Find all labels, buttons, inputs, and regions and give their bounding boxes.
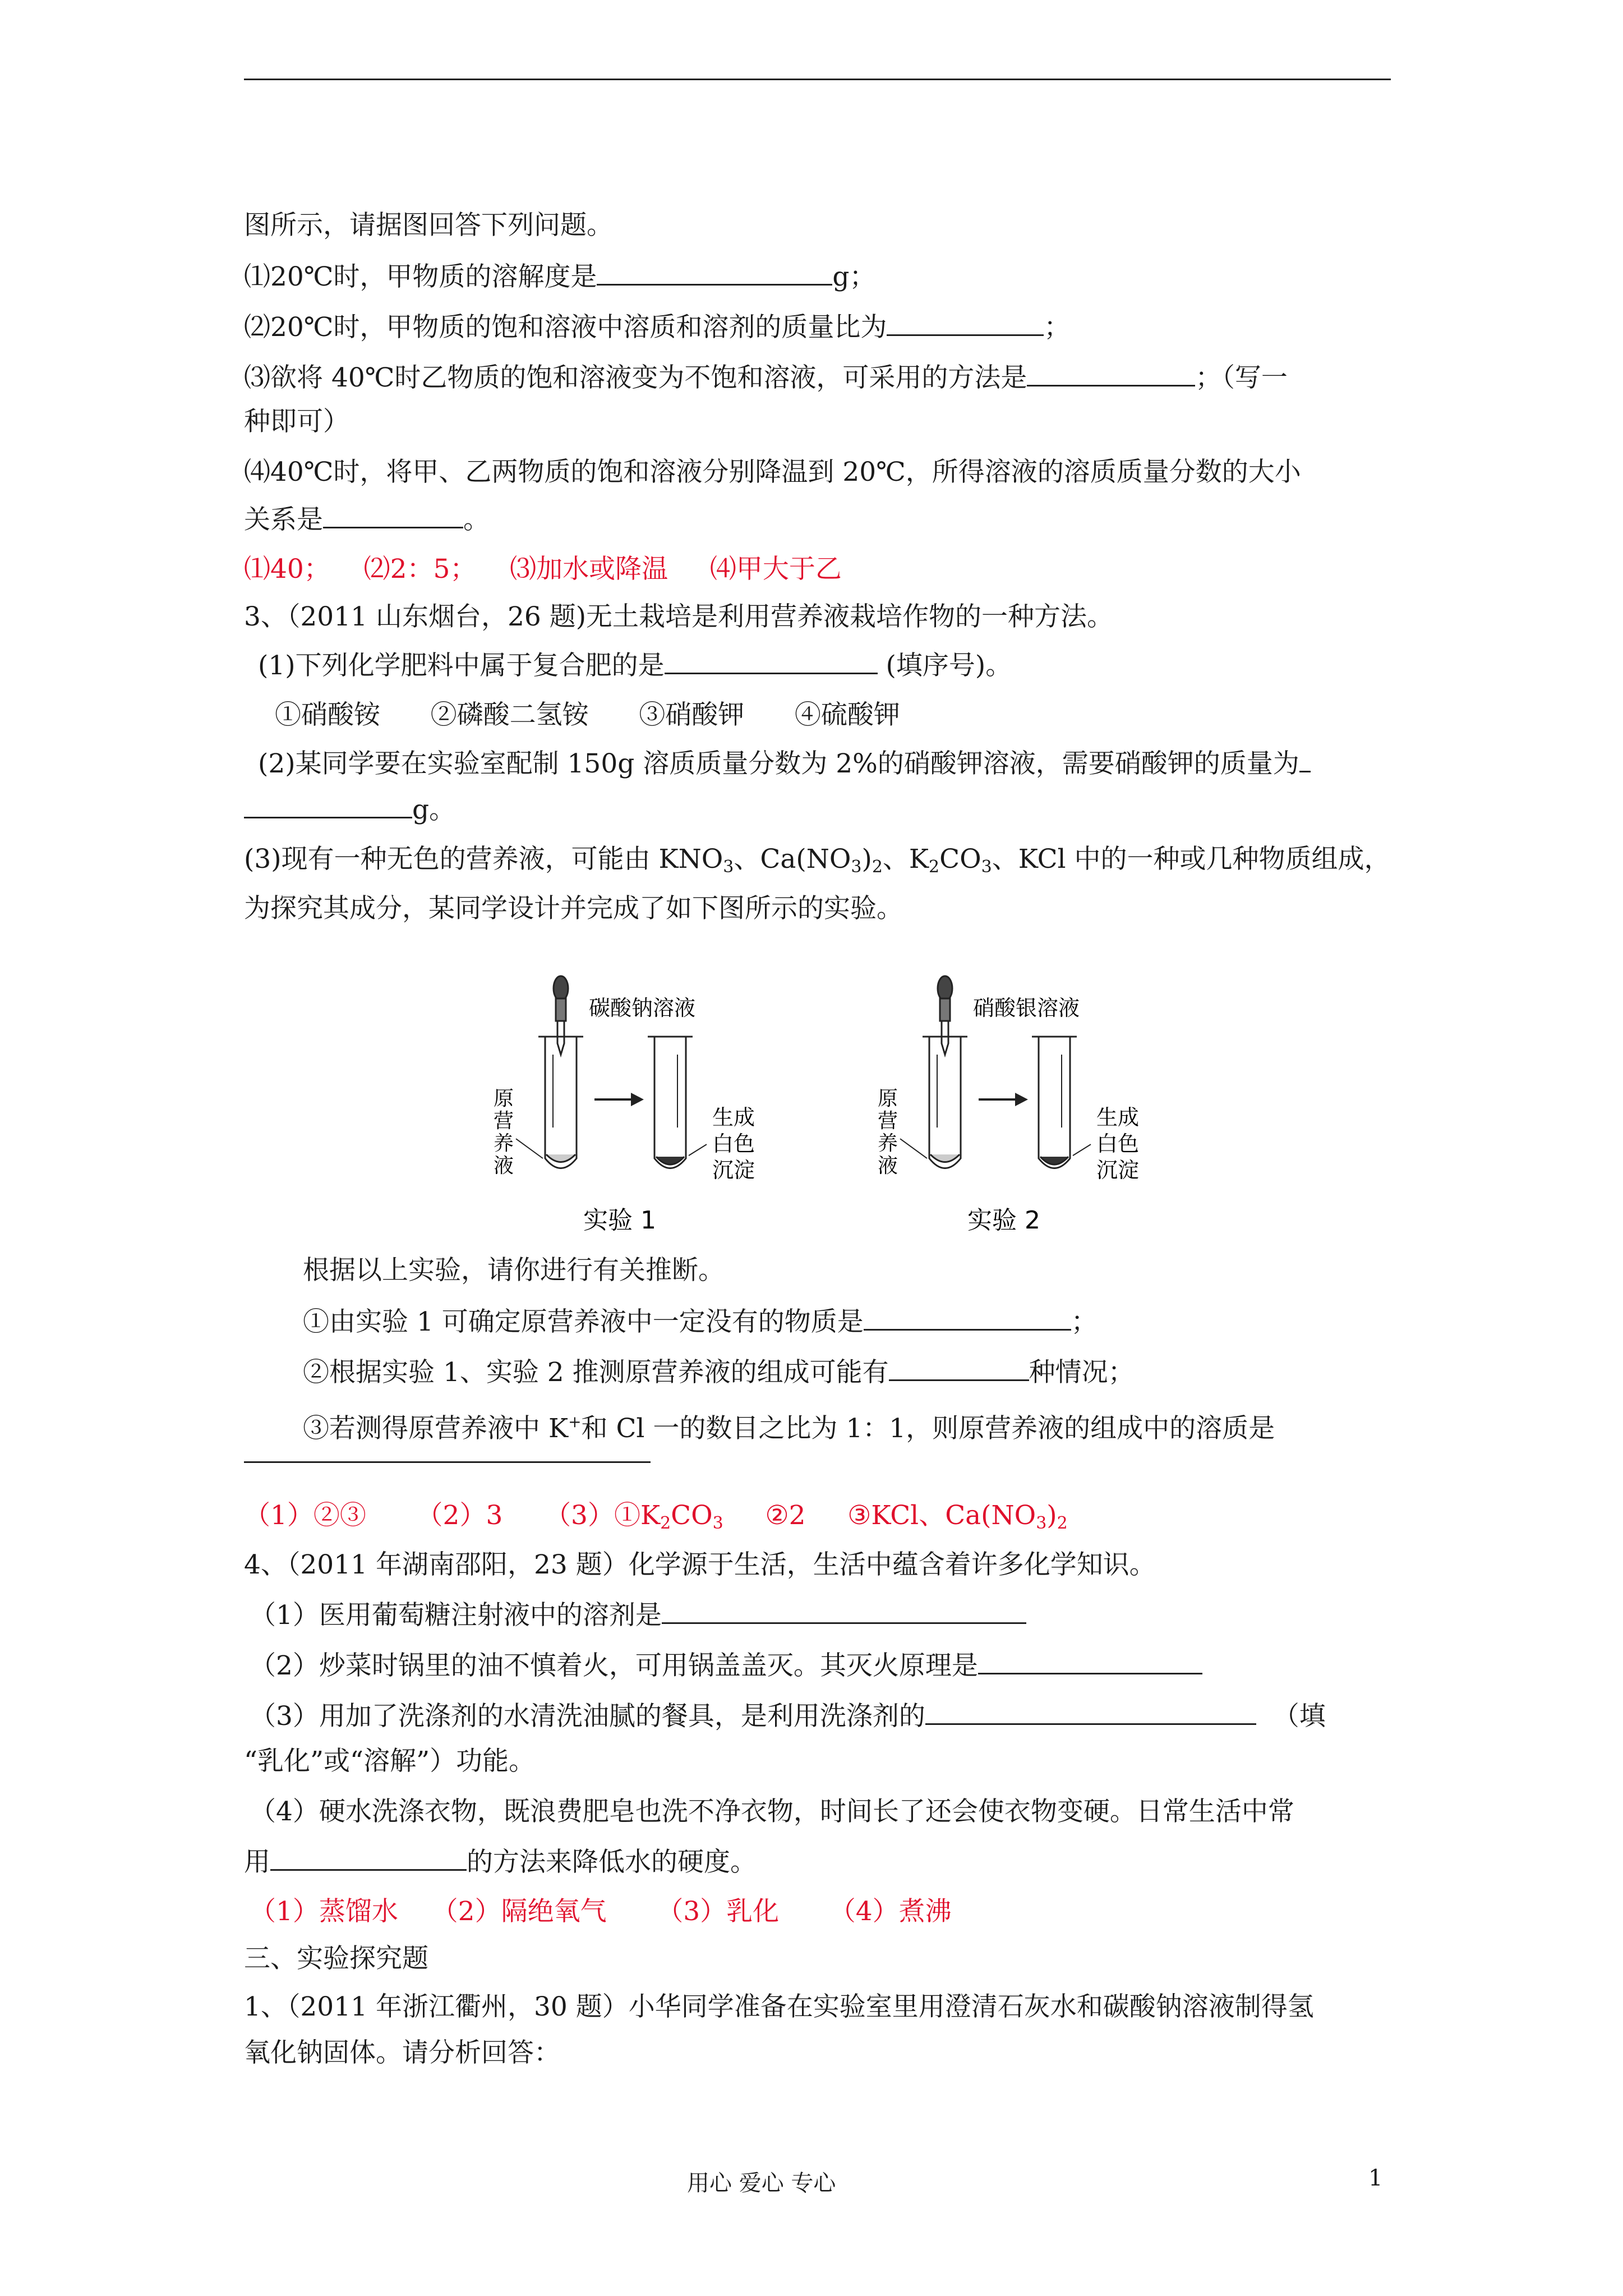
- origin-label: 液: [878, 1154, 898, 1177]
- text-line: 根据以上实验，请你进行有关推断。: [303, 1255, 725, 1286]
- test-tube-icon: [648, 1037, 693, 1168]
- inference-1: ①由实验 1 可确定原营养液中一定没有的物质是 ；: [303, 1304, 1098, 1339]
- sub-question: （4）硬水洗涤衣物，既浪费肥皂也洗不净衣物，时间长了还会使衣物变硬。日常生活中常: [250, 1796, 1294, 1827]
- sub-question: (3)现有一种无色的营养液，可能由 $KNO_3$、$Ca(NO_3)_2$、$K_2CO_3$、KCl 中的一种或几种物质组成，: [244, 844, 1391, 877]
- answer-blank: [925, 1699, 1256, 1725]
- question-4: ⑷40℃时，将甲、乙两物质的饱和溶液分别降温到 20℃，所得溶液的溶质质量分数的大小: [244, 457, 1301, 487]
- label-pointer: [1073, 1144, 1091, 1156]
- text-line: 关系是 。: [244, 502, 490, 537]
- result-label: 沉淀: [712, 1158, 755, 1182]
- text-line: 图所示，请据图回答下列问题。: [244, 210, 613, 241]
- answer-blank: [244, 1461, 651, 1463]
- experiment-figure: [477, 942, 1150, 1257]
- answer-blank: [889, 1355, 1029, 1381]
- origin-label: 原: [494, 1087, 514, 1110]
- sub-question: （1）医用葡萄糖注射液中的溶剂是: [250, 1598, 1026, 1632]
- label-pointer: [689, 1144, 707, 1156]
- answer-blank: [1027, 360, 1195, 386]
- answer-blank: [864, 1304, 1071, 1331]
- text-line: “乳化”或“溶解”）功能。: [244, 1746, 536, 1777]
- options-line: ①硝酸铵 ②磷酸二氢铵 ③硝酸钾 ④硫酸钾: [275, 700, 900, 730]
- text-line: 用 的方法来降低水的硬度。: [244, 1844, 757, 1879]
- text-line: 氧化钠固体。请分析回答：: [244, 2037, 560, 2068]
- answer-blank: [1299, 746, 1311, 772]
- question-3: ⑶欲将 40℃时乙物质的饱和溶液变为不饱和溶液，可采用的方法是 ；（写一: [244, 360, 1288, 395]
- text-line: 种即可）: [244, 406, 349, 437]
- origin-label: 营: [494, 1110, 514, 1133]
- answer-blank: [244, 792, 412, 818]
- result-label: 沉淀: [1096, 1158, 1140, 1182]
- footer-motto: 用心 爱心 专心: [687, 2170, 836, 2196]
- origin-label: 液: [494, 1154, 514, 1177]
- sub-question: （3）用加了洗涤剂的水清洗油腻的餐具，是利用洗涤剂的 （填: [250, 1699, 1326, 1733]
- label-pointer: [516, 1139, 543, 1158]
- origin-label: 养: [878, 1132, 898, 1155]
- result-label: 生成: [1096, 1105, 1140, 1130]
- answer-blank: [978, 1648, 1202, 1674]
- text-line: 为探究其成分，某同学设计并完成了如下图所示的实验。: [244, 893, 903, 924]
- origin-label: 原: [878, 1087, 898, 1110]
- answer-blank: [662, 1598, 1026, 1624]
- dropper-icon: [938, 976, 952, 1055]
- arrow-icon: [979, 1093, 1028, 1106]
- inference-2: ②根据实验 1、实验 2 推测原营养液的组成可能有 种情况；: [303, 1355, 1135, 1389]
- question-heading: 1、（2011 年浙江衢州，30 题）小华同学准备在实验室里用澄清石灰水和碳酸钠溶液制得氢: [244, 1991, 1314, 2022]
- answer-blank: [887, 310, 1044, 336]
- question-heading: 4、（2011 年湖南邵阳，23 题）化学源于生活，生活中蕴含着许多化学知识。: [244, 1549, 1156, 1580]
- answer-line: ⑴40； ⑵2：5； ⑶加水或降温 ⑷甲大于乙: [244, 554, 842, 585]
- dropper-icon: [554, 976, 568, 1055]
- experiment-caption: 实验 1: [583, 1206, 656, 1235]
- origin-label: 营: [878, 1110, 898, 1133]
- result-label: 生成: [712, 1105, 755, 1130]
- result-label: 白色: [1096, 1131, 1140, 1156]
- origin-label: 养: [494, 1132, 514, 1155]
- question-2: ⑵20℃时，甲物质的饱和溶液中溶质和溶剂的质量比为 ；: [244, 310, 1070, 344]
- result-label: 白色: [712, 1131, 755, 1156]
- text-line: g。: [244, 792, 455, 827]
- sub-question: （2）炒菜时锅里的油不慎着火，可用锅盖盖灭。其灭火原理是: [250, 1648, 1202, 1683]
- experiment-1: [494, 976, 755, 1235]
- answer-blank: [665, 648, 878, 674]
- reagent-label: 碳酸钠溶液: [589, 996, 696, 1020]
- answer-blank: [323, 502, 463, 528]
- experiment-2: [878, 976, 1139, 1235]
- question-1: ⑴20℃时，甲物质的溶解度是 g；: [244, 259, 875, 294]
- page-number: 1: [1368, 2165, 1383, 2191]
- experiment-caption: 实验 2: [967, 1206, 1040, 1235]
- sub-question: (2)某同学要在实验室配制 150g 溶质质量分数为 2%的硝酸钾溶液，需要硝酸钾的质量为: [258, 746, 1311, 781]
- header-rule: [244, 79, 1391, 80]
- test-tube-icon: [1032, 1037, 1077, 1168]
- label-pointer: [900, 1139, 927, 1158]
- section-heading: 三、实验探究题: [244, 1943, 428, 1974]
- sub-question: (1)下列化学肥料中属于复合肥的是 (填序号)。: [258, 648, 1012, 683]
- answer-blank: [597, 259, 832, 286]
- arrow-icon: [594, 1093, 644, 1106]
- inference-3: ③若测得原营养液中 K+和 Cl 一的数目之比为 1：1，则原营养液的组成中的溶质是: [303, 1412, 1275, 1444]
- answer-line: （1）②③ （2）3 $(3)①K_2CO_3$ ②2 ③KCl、$Ca(NO_3)_2$: [244, 1500, 1068, 1533]
- question-heading: 3、（2011 山东烟台，26 题)无土栽培是利用营养液栽培作物的一种方法。: [244, 601, 1114, 632]
- answer-line: （1）蒸馏水 （2）隔绝氧气 （3）乳化 （4）煮沸: [250, 1896, 952, 1927]
- reagent-label: 硝酸银溶液: [973, 996, 1080, 1020]
- answer-blank: [270, 1844, 467, 1871]
